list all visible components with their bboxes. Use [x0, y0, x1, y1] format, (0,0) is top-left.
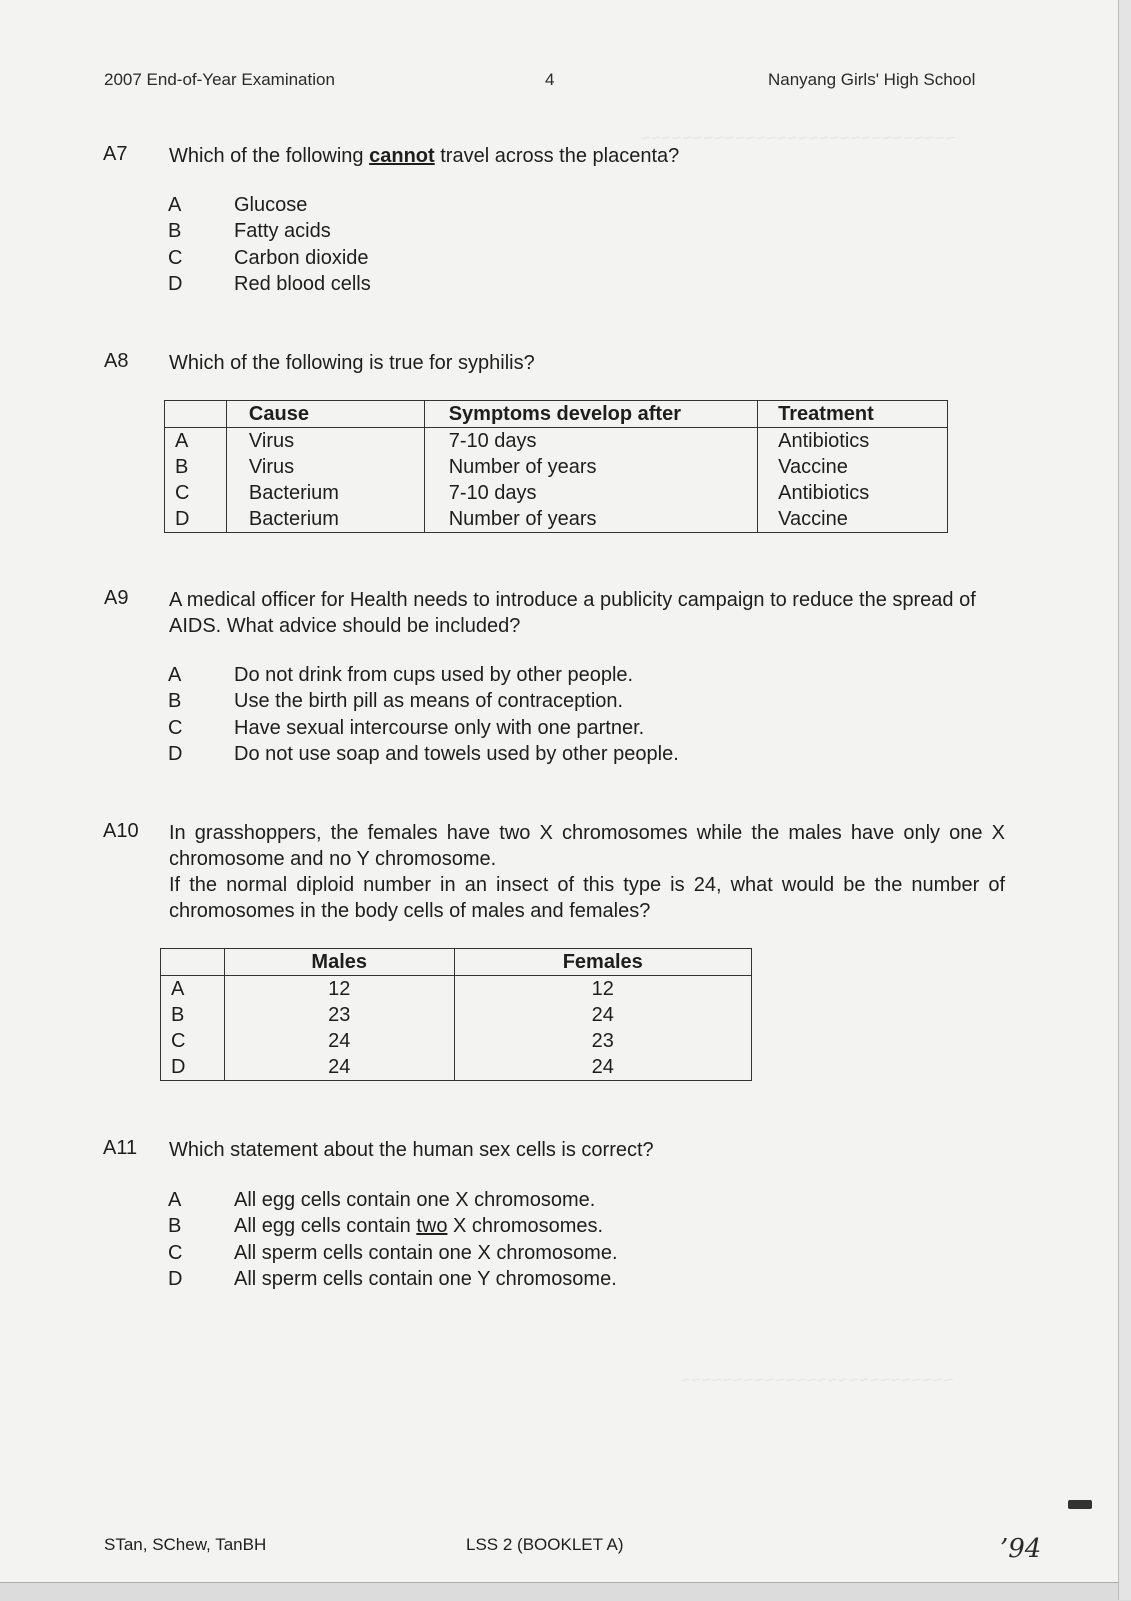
row-letter: A: [165, 428, 227, 455]
option-a9-d: [168, 742, 679, 769]
answer-table-a8: [164, 400, 948, 533]
option-a7-c: [168, 245, 371, 272]
option-letter: D: [168, 273, 183, 296]
question-number-a11: A11: [103, 1137, 138, 1159]
option-text: Use the birth pill as means of contraception.: [234, 690, 624, 713]
option-letter: B: [168, 690, 182, 713]
option-text: Carbon dioxide: [234, 246, 369, 269]
table-row: [161, 1028, 752, 1054]
footer-booklet: LSS 2 (BOOKLET A): [466, 1535, 624, 1554]
option-letter: A: [168, 1188, 182, 1211]
header-school-name: Nanyang Girls' High School: [768, 70, 976, 89]
handwritten-page-number: [1000, 1534, 1041, 1564]
option-a11-d: [168, 1267, 618, 1294]
option-a11-b: [168, 1214, 618, 1241]
option-a11-c: [168, 1240, 618, 1267]
table-header-treatment: Treatment: [758, 401, 948, 428]
option-letter: C: [168, 716, 183, 739]
options-a7: [168, 192, 371, 298]
row-symptoms: 7-10 days: [424, 428, 757, 455]
question-number-a7: A7: [103, 143, 128, 165]
row-symptoms: Number of years: [424, 506, 757, 533]
header-exam-title: 2007 End-of-Year Examination: [104, 70, 335, 89]
scan-edge-right: [1118, 0, 1131, 1600]
question-text-a10-part1: In grasshoppers, the females have two X chromosomes while the males have only one X chromosome and no Y chromosome.: [169, 822, 1005, 870]
row-males: 24: [224, 1028, 454, 1054]
option-letter: A: [168, 193, 182, 216]
row-females: 23: [454, 1028, 752, 1054]
table-row: [161, 976, 752, 1003]
table-header-row: [165, 401, 948, 428]
table-header-empty: [165, 401, 227, 428]
question-number-a8: A8: [104, 350, 129, 372]
staple-mark: [1068, 1500, 1092, 1509]
row-symptoms: Number of years: [424, 454, 757, 480]
question-text-a11: Which statement about the human sex cells is correct?: [169, 1139, 654, 1161]
row-letter: D: [161, 1054, 225, 1081]
options-a9: [168, 662, 679, 768]
table-header-empty: [161, 949, 225, 976]
row-males: 12: [224, 976, 454, 1003]
handwritten-tick-icon: ’: [1000, 1534, 1009, 1564]
row-letter: A: [161, 976, 225, 1003]
option-letter: A: [168, 663, 182, 686]
row-cause: Virus: [226, 428, 424, 455]
table-header-symptoms: Symptoms develop after: [424, 401, 757, 428]
row-letter: B: [165, 454, 227, 480]
option-a7-d: [168, 272, 371, 299]
table-row: [161, 1054, 752, 1081]
table-header-row: [161, 949, 752, 976]
row-cause: Bacterium: [226, 480, 424, 506]
answer-table-a10: [160, 948, 752, 1081]
table-header-cause: Cause: [226, 401, 424, 428]
option-a9-c: [168, 715, 679, 742]
option-text: All sperm cells contain one X chromosome.: [234, 1241, 618, 1264]
option-a11-a: [168, 1187, 618, 1214]
option-a7-b: [168, 219, 371, 246]
option-text: [234, 1215, 603, 1238]
option-letter: B: [168, 1215, 182, 1238]
row-symptoms: 7-10 days: [424, 480, 757, 506]
option-text: Do not drink from cups used by other people.: [234, 663, 634, 686]
row-letter: C: [165, 480, 227, 506]
question-number-a10: A10: [103, 820, 139, 842]
question-text-a7-part2: travel across the placenta?: [434, 145, 680, 167]
option-a9-a: [168, 662, 679, 689]
row-letter: D: [165, 506, 227, 533]
option-text-part2: X chromosomes.: [447, 1215, 604, 1238]
option-letter: B: [168, 220, 182, 243]
option-text: Fatty acids: [234, 220, 331, 243]
bleed-through-text: ~~~~~~~~~~~~~~~~~~~~~~~~~~~~~~: [640, 128, 956, 148]
option-text: All egg cells contain one X chromosome.: [234, 1188, 596, 1211]
row-cause: Virus: [226, 454, 424, 480]
row-letter: C: [161, 1028, 225, 1054]
table-row: [165, 480, 948, 506]
row-treatment: Vaccine: [758, 506, 948, 533]
row-treatment: Vaccine: [758, 454, 948, 480]
table-header-females: Females: [454, 949, 752, 976]
question-text-a7-emphasis: cannot: [369, 145, 435, 167]
bleed-through-text: ~~~~~~~~~~~~~~~~~~~~~~~~~~: [680, 1370, 954, 1390]
row-treatment: Antibiotics: [758, 480, 948, 506]
option-text: Red blood cells: [234, 273, 371, 296]
option-text: All sperm cells contain one Y chromosome.: [234, 1268, 617, 1291]
option-a9-b: [168, 689, 679, 716]
option-letter: D: [168, 743, 183, 766]
question-text-a9: A medical officer for Health needs to introduce a publicity campaign to reduce the spread of AIDS. What advice should be included?: [169, 589, 976, 637]
question-number-a9: A9: [104, 587, 129, 609]
row-cause: Bacterium: [226, 506, 424, 533]
question-text-a10-part2: If the normal diploid number in an insect of this type is 24, what would be the number of chromosomes in the body cells of males and females?: [169, 874, 1005, 922]
option-text: Have sexual intercourse only with one partner.: [234, 716, 645, 739]
row-letter: B: [161, 1002, 225, 1028]
table-row: [165, 428, 948, 455]
footer-authors: STan, SChew, TanBH: [104, 1535, 267, 1554]
option-letter: D: [168, 1268, 183, 1291]
options-a11: [168, 1187, 618, 1293]
row-females: 24: [454, 1054, 752, 1081]
question-text-a7-part1: Which of the following: [169, 145, 370, 167]
handwritten-page-number-text: 94: [1008, 1534, 1042, 1564]
row-males: 23: [224, 1002, 454, 1028]
table-header-males: Males: [224, 949, 454, 976]
table-row: [165, 454, 948, 480]
scan-edge: [0, 1582, 1131, 1601]
row-treatment: Antibiotics: [758, 428, 948, 455]
option-letter: C: [168, 246, 183, 269]
option-a7-a: [168, 192, 371, 219]
option-text: Do not use soap and towels used by other people.: [234, 743, 679, 766]
row-females: 24: [454, 1002, 752, 1028]
option-text: Glucose: [234, 193, 308, 216]
question-text-a7: [169, 143, 679, 169]
option-text-part1: All egg cells contain: [234, 1215, 417, 1238]
row-males: 24: [224, 1054, 454, 1081]
option-letter: C: [168, 1241, 183, 1264]
table-row: [165, 506, 948, 533]
table-row: [161, 1002, 752, 1028]
header-page-number: 4: [545, 70, 555, 89]
row-females: 12: [454, 976, 752, 1003]
option-text-emphasis: two: [416, 1215, 448, 1238]
question-text-a8: Which of the following is true for syphilis?: [169, 352, 535, 374]
